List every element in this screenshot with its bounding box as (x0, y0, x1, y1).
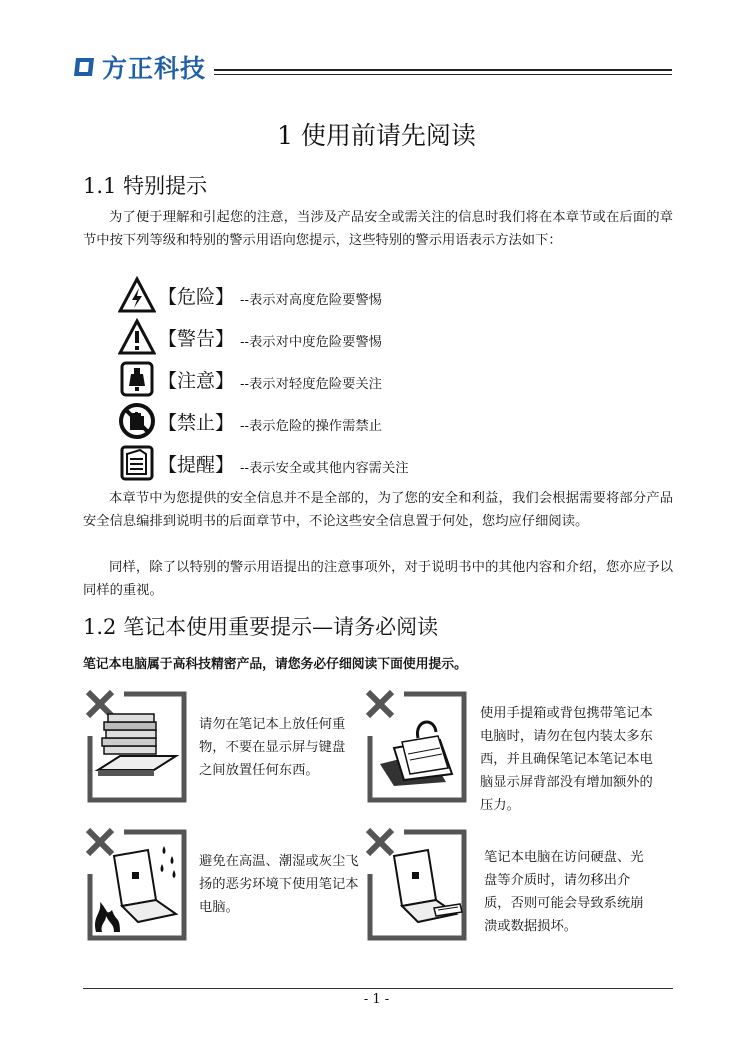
warning-label: 【危险】 (158, 285, 235, 308)
warning-row-caution (118, 360, 382, 398)
heat-humidity-dust-icon (84, 826, 190, 944)
brand-logo (72, 52, 206, 82)
warning-exclamation-icon (118, 318, 156, 356)
warning-row-prohibit (118, 402, 382, 440)
founder-logo-icon (72, 56, 98, 78)
warning-label: 【提醒】 (158, 453, 235, 476)
tip-text: 避免在高温、潮湿或灰尘飞扬的恶劣环境下使用笔记本电脑。 (199, 854, 359, 915)
paragraph-3: 同样，除了以特别的警示用语提出的注意事项外，对于说明书中的其他内容和介绍，您亦应予以同样的重视。 (83, 560, 673, 598)
tip-text: 请勿在笔记本上放任何重物，不要在显示屏与键盘之间放置任何东西。 (199, 717, 346, 778)
tip-text: 使用手提箱或背包携带笔记本电脑时，请勿在包内装太多东西，并且确保笔记本笔记本电脑显示屏背部没有增加额外的压力。 (480, 706, 653, 813)
prohibit-hand-icon (118, 402, 156, 440)
danger-lightning-icon (118, 276, 156, 314)
disk-access-move-icon (364, 826, 470, 944)
intro-paragraph: 为了便于理解和引起您的注意，当涉及产品安全或需关注的信息时我们将在本章节或在后面的章节中按下列等级和特别的警示用语向您提示，这些特别的警示用语表示方法如下： (83, 210, 673, 248)
warning-row-reminder (118, 444, 409, 482)
warning-label: 【注意】 (158, 369, 235, 392)
warning-row-warning (118, 318, 382, 356)
heavy-objects-on-laptop-icon (84, 688, 190, 806)
chapter-title: 1 使用前请先阅读 (277, 121, 476, 150)
header-rule-thin (214, 74, 672, 75)
section-title-1-2: 1.2 笔记本使用重要提示—请务必阅读 (83, 615, 439, 639)
warning-row-danger (118, 276, 382, 314)
footer-rule (83, 988, 673, 989)
warning-label: 【警告】 (158, 327, 235, 350)
page-number: - 1 - (363, 992, 390, 1007)
warning-desc: --表示危险的操作需禁止 (240, 418, 382, 434)
tip-text: 笔记本电脑在访问硬盘、光盘等介质时，请勿移出介质，否则可能会导致系统崩溃或数据损坏。 (484, 850, 644, 934)
bag-pressure-icon (364, 688, 470, 806)
warning-desc: --表示对中度危险要警惕 (240, 334, 382, 350)
section-title-1-1: 1.1 特别提示 (83, 174, 208, 198)
bold-notice: 笔记本电脑属于高科技精密产品，请您务必仔细阅读下面使用提示。 (83, 657, 467, 672)
warning-desc: --表示对高度危险要警惕 (240, 292, 382, 308)
header-rule (214, 69, 672, 71)
paragraph-2: 本章节中为您提供的安全信息并不是全部的，为了您的安全和利益，我们会根据需要将部分产品安全信息编排到说明书的后面章节中，不论这些安全信息置于何处，您均应仔细阅读。 (83, 491, 673, 529)
logo-text: 方正科技 (102, 54, 207, 83)
reminder-note-icon (118, 444, 156, 482)
caution-lamp-icon (118, 360, 156, 398)
warning-desc: --表示对轻度危险要关注 (240, 376, 382, 392)
warning-label: 【禁止】 (158, 411, 235, 434)
warning-desc: --表示安全或其他内容需关注 (240, 460, 409, 476)
